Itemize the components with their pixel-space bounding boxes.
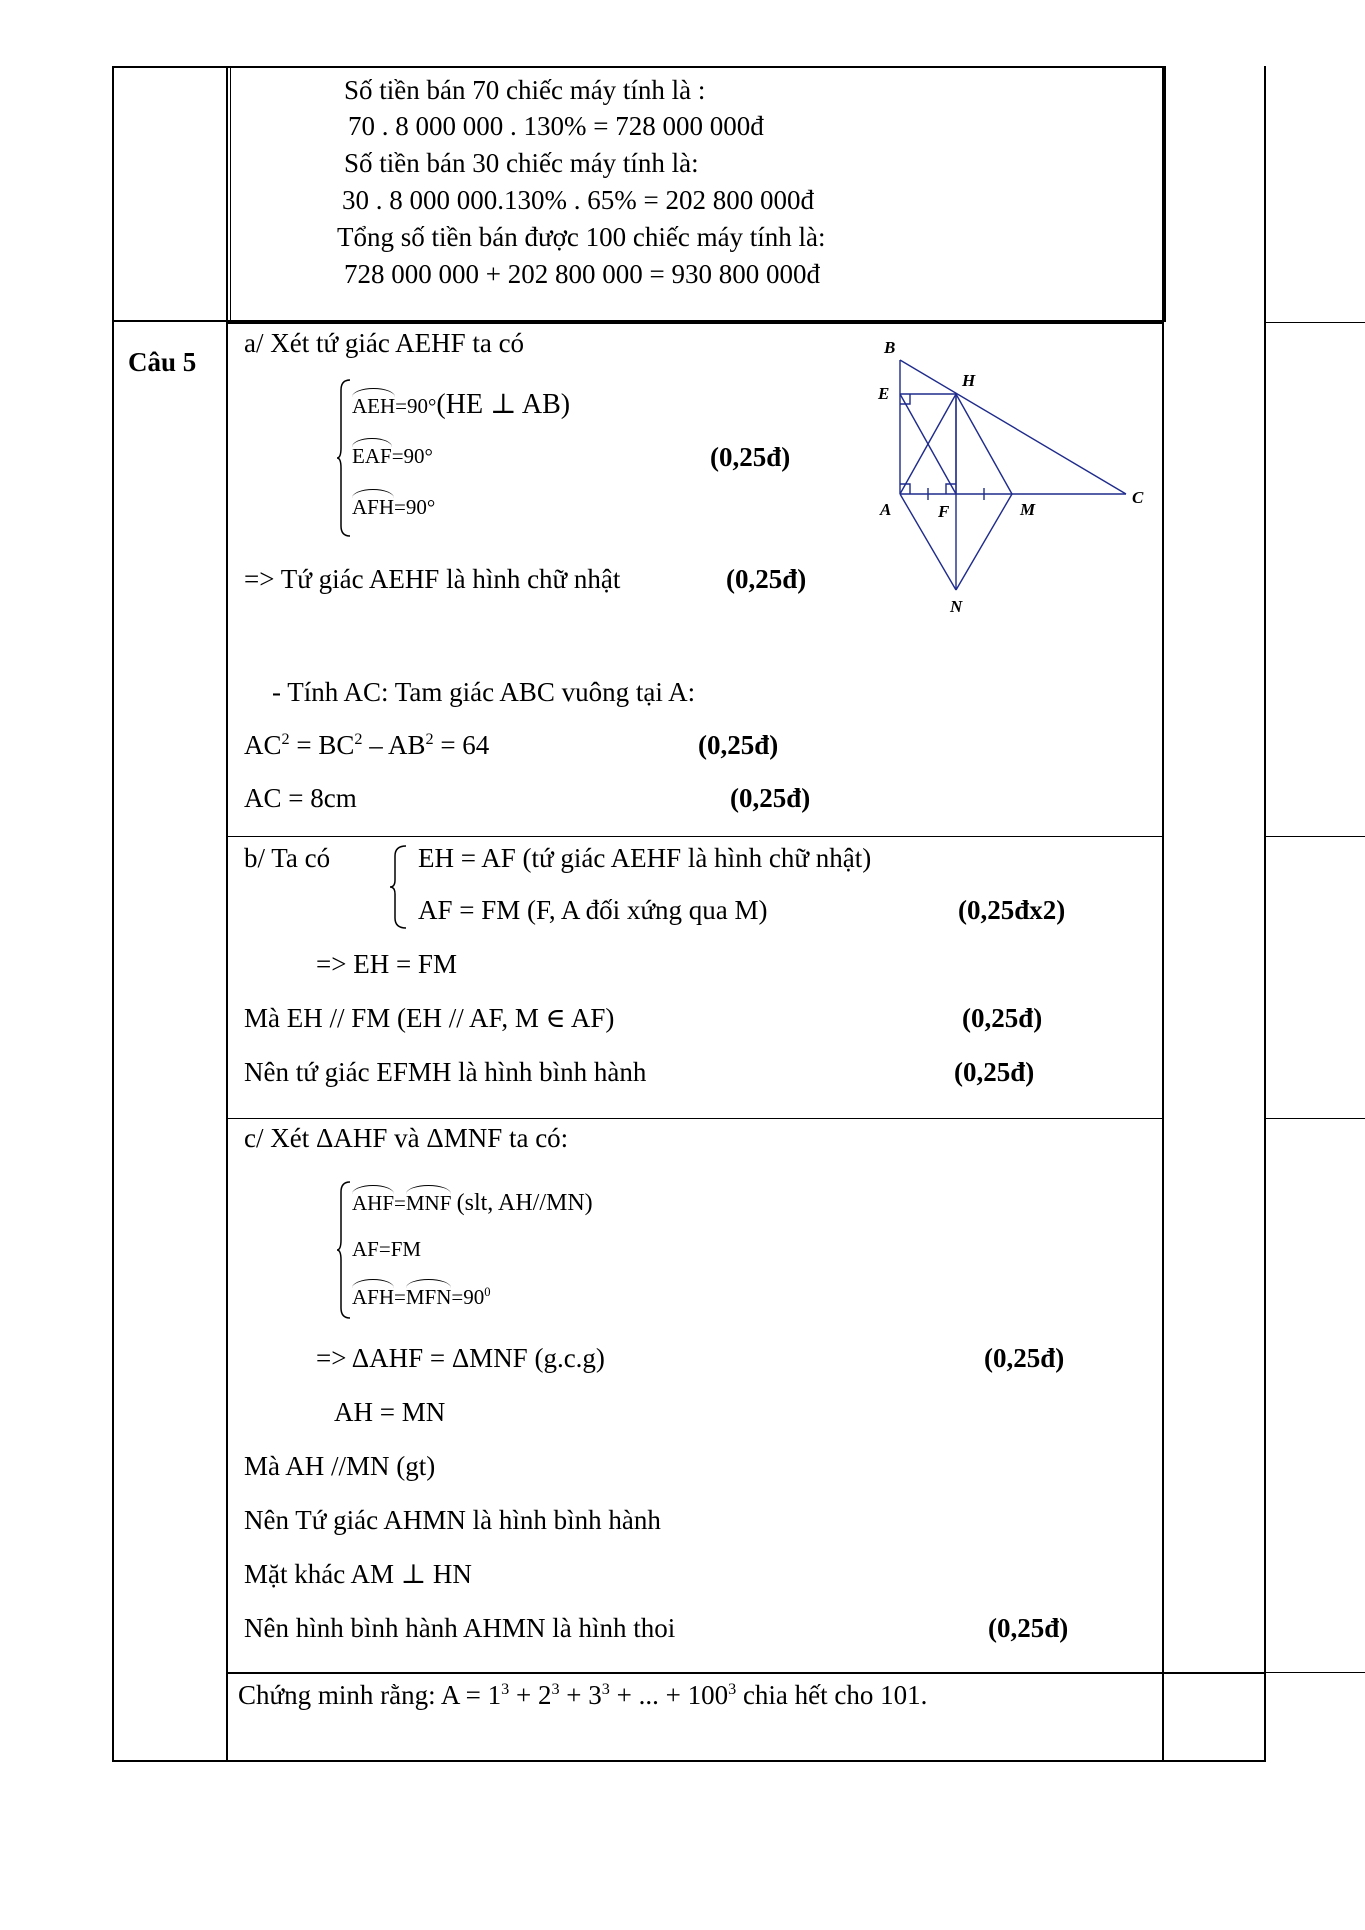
row-separator-3-right: [1264, 1118, 1365, 1119]
calc-line-1: Số tiền bán 70 chiếc máy tính là :: [344, 75, 706, 105]
calc-line-2: 70 . 8 000 000 . 130% = 728 000 000đ: [348, 111, 764, 141]
part-c-eq-2: AF=FM: [352, 1237, 422, 1261]
part-b-line-1: EH = AF (tứ giác AEHF là hình chữ nhật): [418, 843, 872, 873]
part-a-conclusion: => Tứ giác AEHF là hình chữ nhật: [244, 564, 621, 594]
part-b-score-1: (0,25đx2): [958, 895, 1066, 925]
angle-afh-c: AFH: [352, 1285, 395, 1309]
last-row-statement: Chứng minh rằng: $A = 1^3 + 2^3 + 3^3$ + ... + $100^3$ chia hết cho 101.: [238, 1680, 928, 1710]
part-c-eq-1: AHF=MNF (slt, AH//MN): [352, 1190, 593, 1216]
row-separator-4: [228, 1672, 1264, 1674]
point-label-c: C: [1132, 488, 1144, 507]
angle-afh: AFH: [352, 495, 395, 519]
angle-mfn: MFN: [405, 1285, 452, 1309]
point-label-h: H: [962, 371, 976, 390]
angle-eaf: EAF: [352, 444, 392, 468]
part-c-eq-3: $AFH=MFN=90^0$: [352, 1285, 491, 1309]
part-a-brace: [336, 378, 352, 538]
part-a-score-2: (0,25đ): [726, 564, 807, 594]
part-a-score-3: (0,25đ): [698, 730, 779, 760]
part-a-ac-title: - Tính AC: Tam giác ABC vuông tại A:: [272, 677, 696, 707]
column-divider-1b: [230, 66, 231, 322]
content-right-border-row1: [1164, 66, 1166, 322]
row-separator-2: [228, 836, 1164, 837]
row-separator-3: [228, 1118, 1164, 1119]
point-label-a: A: [880, 500, 892, 519]
part-a-eq-1: AEH=90°(HE ⊥ AB): [352, 389, 571, 420]
part-a-intro: a/ Xét tứ giác AEHF ta có: [244, 328, 525, 358]
part-a-score-1: (0,25đ): [710, 442, 791, 472]
row-separator-1-right: [1264, 322, 1365, 323]
part-a-ac-equation: $AC^2 = BC^2 - AB^2 = 64$: [244, 730, 490, 760]
part-a-eq-1-reason: (HE ⊥ AB): [436, 389, 571, 420]
row-separator-2-right: [1264, 836, 1365, 837]
part-c-line-5: Mặt khác AM ⊥ HN: [244, 1559, 472, 1589]
part-b-line-2: AF = FM (F, A đối xứng qua M): [418, 895, 768, 925]
column-divider-3: [1264, 66, 1266, 1762]
part-c-line-1: => ΔAHF = ΔMNF (g.c.g): [316, 1343, 605, 1373]
point-label-m: M: [1020, 500, 1036, 519]
part-b-line-5: Nên tứ giác EFMH là hình bình hành: [244, 1057, 647, 1087]
angle-mnf: MNF: [405, 1191, 452, 1215]
question-label: Câu 5: [128, 347, 197, 377]
calc-line-5: Tổng số tiền bán được 100 chiếc máy tính là:: [337, 222, 826, 252]
part-b-line-3: => EH = FM: [316, 949, 457, 979]
part-c-line-6: Nên hình bình hành AHMN là hình thoi: [244, 1613, 676, 1643]
part-c-line-3: Mà AH //MN (gt): [244, 1451, 436, 1481]
point-label-b: B: [884, 338, 896, 357]
part-b-score-3: (0,25đ): [954, 1057, 1035, 1087]
part-a-ac-result: AC = 8cm: [244, 783, 357, 813]
part-b-lead: b/ Ta có: [244, 843, 331, 873]
part-a-eq-3: AFH=90°: [352, 495, 436, 519]
part-c-line-4: Nên Tứ giác AHMN là hình bình hành: [244, 1505, 661, 1535]
point-label-f: F: [938, 502, 950, 521]
part-b-score-2: (0,25đ): [962, 1003, 1043, 1033]
part-b-line-4: Mà EH // FM (EH // AF, M ∈ AF): [244, 1003, 615, 1033]
row-separator-4-right: [1264, 1672, 1365, 1673]
part-c-eq-1-reason: (slt, AH//MN): [456, 1190, 593, 1216]
part-c-brace: [336, 1180, 352, 1320]
row-separator-1-thick: [228, 322, 1164, 324]
angle-ahf: AHF: [352, 1191, 395, 1215]
part-c-line-2: AH = MN: [334, 1397, 446, 1427]
part-a-score-4: (0,25đ): [730, 783, 811, 813]
geometry-figure: [870, 330, 1150, 620]
table-bottom-border: [112, 1760, 1266, 1762]
angle-aeh: AEH: [352, 394, 396, 418]
part-c-score-2: (0,25đ): [988, 1613, 1069, 1643]
part-a-eq-2: EAF=90°: [352, 444, 433, 468]
part-c-intro: c/ Xét ΔAHF và ΔMNF ta có:: [244, 1123, 569, 1153]
part-b-brace: [388, 844, 408, 930]
point-label-n: N: [950, 597, 963, 616]
table-top-border: [112, 66, 1162, 68]
part-c-score-1: (0,25đ): [984, 1343, 1065, 1373]
point-label-e: E: [878, 384, 890, 403]
calc-line-3: Số tiền bán 30 chiếc máy tính là:: [344, 148, 699, 178]
calc-line-4: 30 . 8 000 000.130% . 65% = 202 800 000đ: [342, 185, 814, 215]
calc-line-6: 728 000 000 + 202 800 000 = 930 800 000đ: [344, 259, 820, 289]
